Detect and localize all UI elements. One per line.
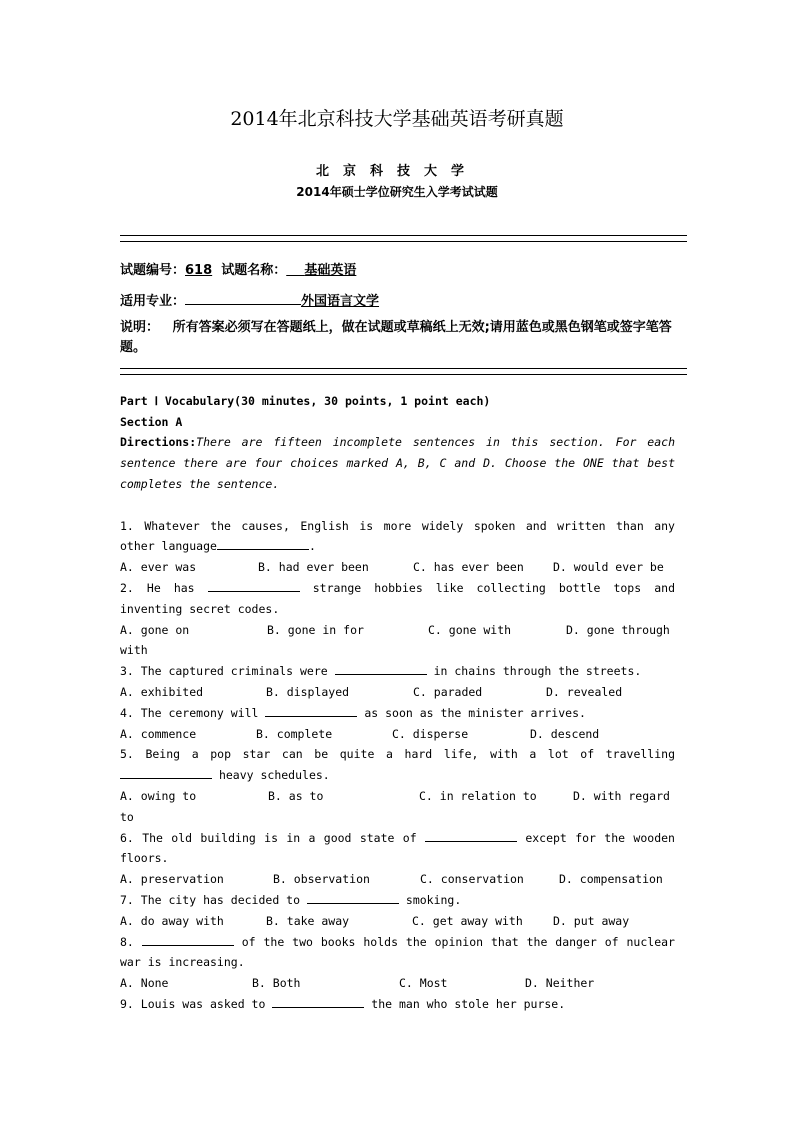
- option-b: B. gone in for: [267, 623, 364, 637]
- option-b: B. Both: [252, 976, 301, 990]
- exam-name-label: 试题名称：: [221, 263, 287, 278]
- major-label: 适用专业：: [120, 294, 186, 309]
- part-title: Part Ⅰ Vocabulary(30 minutes, 30 points, 1 point each): [120, 394, 491, 408]
- option-d: D. gone through: [566, 623, 670, 637]
- question-3-options: [120, 685, 675, 699]
- exam-code-row: [120, 259, 356, 278]
- separator-top: [120, 235, 687, 242]
- note-text: 所有答案必须写在答题纸上，做在试题或草稿纸上无效;请用蓝色或黑色钢笔或签字笔答题。: [120, 320, 672, 355]
- question-6-line-1: 6. The old building is in a good state of except for the wooden: [120, 831, 675, 845]
- instructions-note: [120, 318, 687, 358]
- option-c: C. gone with: [428, 623, 512, 637]
- option-d: D. revealed: [546, 685, 623, 699]
- document-title: 2014年北京科技大学基础英语考研真题: [230, 108, 564, 130]
- option-b: B. displayed: [266, 685, 350, 699]
- answer-blank: [335, 664, 427, 675]
- major-blank: [185, 292, 301, 305]
- option-d: D. compensation: [559, 872, 663, 886]
- option-a: A. None: [120, 976, 169, 990]
- option-a: A. do away with: [120, 914, 224, 928]
- question-6-options: [120, 872, 675, 886]
- question-1-line-2: other language .: [120, 539, 316, 553]
- question-3-line-1: 3. The captured criminals were in chains through the streets.: [120, 664, 642, 678]
- answer-blank: [142, 935, 234, 946]
- question-5-line-1: 5. Being a pop star can be quite a hard life, with a lot of travelling: [120, 747, 675, 761]
- option-d: D. Neither: [525, 976, 595, 990]
- option-c: C. conservation: [420, 872, 524, 886]
- university-name: 北京科技大学: [315, 164, 478, 179]
- major-value: 外国语言文学: [301, 294, 380, 309]
- question-5-options: [120, 789, 675, 803]
- directions-line-1: Directions:There are fifteen incomplete sentences in this section. For each: [120, 435, 675, 449]
- directions-line-2: sentence there are four choices marked A, B, C and D. Choose the ONE that best: [120, 456, 675, 470]
- section-label: Section A: [120, 415, 183, 429]
- question-6-line-2: floors.: [120, 851, 169, 865]
- option-c: C. in relation to: [419, 789, 537, 803]
- question-8-line-1: 8. of the two books holds the opinion that the danger of nuclear: [120, 935, 675, 949]
- question-7-options: [120, 914, 675, 928]
- question-9-line-1: 9. Louis was asked to the man who stole her purse.: [120, 997, 566, 1011]
- option-d: D. descend: [530, 727, 600, 741]
- option-b: B. take away: [266, 914, 350, 928]
- question-8-options: [120, 976, 675, 990]
- directions-line-3: completes the sentence.: [120, 477, 280, 491]
- option-c: C. paraded: [413, 685, 483, 699]
- option-d: D. would ever be: [553, 560, 664, 574]
- question-4-line-1: 4. The ceremony will as soon as the minister arrives.: [120, 706, 586, 720]
- option-d: D. put away: [553, 914, 630, 928]
- major-row: [120, 290, 379, 309]
- option-c: C. disperse: [392, 727, 469, 741]
- option-b: B. as to: [268, 789, 324, 803]
- option-a: A. commence: [120, 727, 197, 741]
- answer-blank: [307, 893, 399, 904]
- note-label: 说明：: [120, 320, 160, 335]
- question-5-options-wrap: to: [120, 810, 134, 824]
- option-c: C. get away with: [412, 914, 523, 928]
- exam-code-label: 试题编号：: [120, 263, 186, 278]
- question-5-line-2: heavy schedules.: [120, 768, 675, 782]
- option-d: D. with regard: [573, 789, 670, 803]
- exam-code-value: 618: [185, 263, 213, 278]
- question-2-options: [120, 623, 675, 637]
- exam-subtitle: 2014年硕士学位研究生入学考试试题: [296, 185, 498, 199]
- question-2-line-1: 2. He has strange hobbies like collecting bottle tops and: [120, 581, 675, 595]
- option-a: A. owing to: [120, 789, 197, 803]
- exam-name-value: 基础英语: [304, 263, 357, 278]
- question-7-line-1: 7. The city has decided to smoking.: [120, 893, 462, 907]
- question-2-options-wrap: with: [120, 643, 148, 657]
- option-a: A. exhibited: [120, 685, 204, 699]
- option-b: B. had ever been: [258, 560, 369, 574]
- answer-blank: [265, 706, 357, 717]
- answer-blank: [272, 997, 364, 1008]
- question-4-options: [120, 727, 675, 741]
- option-c: C. Most: [399, 976, 448, 990]
- answer-blank: [425, 831, 517, 842]
- option-b: B. complete: [256, 727, 333, 741]
- option-a: A. gone on: [120, 623, 190, 637]
- option-b: B. observation: [273, 872, 370, 886]
- question-8-line-2: war is increasing.: [120, 955, 245, 969]
- answer-blank: [120, 768, 212, 779]
- question-2-line-2: inventing secret codes.: [120, 602, 280, 616]
- option-a: A. ever was: [120, 560, 197, 574]
- option-a: A. preservation: [120, 872, 224, 886]
- answer-blank: [217, 539, 309, 550]
- answer-blank: [208, 581, 300, 592]
- question-1-options: [120, 560, 675, 574]
- separator-bottom: [120, 368, 687, 375]
- question-1-line-1: 1. Whatever the causes, English is more widely spoken and written than any: [120, 519, 675, 533]
- option-c: C. has ever been: [413, 560, 524, 574]
